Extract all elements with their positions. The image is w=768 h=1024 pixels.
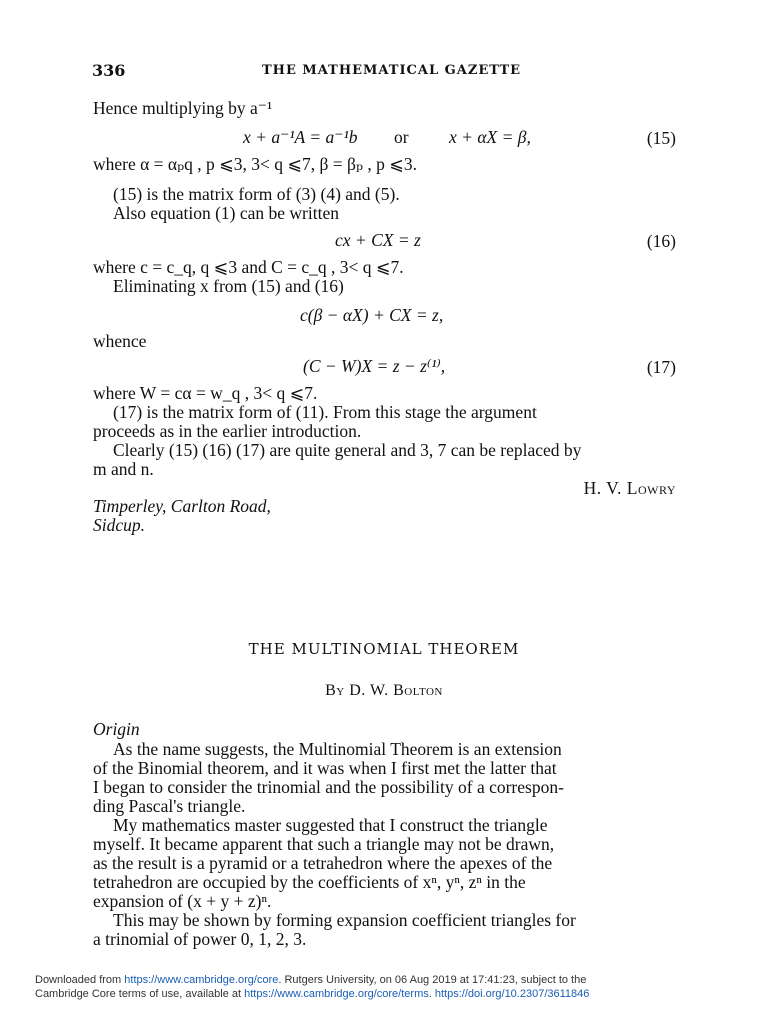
byline: By D. W. Bolton [325,682,443,699]
author-address: Timperley, Carlton Road, [93,496,271,516]
footer-text: . Rutgers University, on 06 Aug 2019 at 17:41:23, subject to the [278,974,587,986]
paragraph-line: of the Binomial theorem, and it was when I first met the latter that [93,758,557,778]
author-address: Sidcup. [93,515,146,535]
text-line: where c = c_q, q ⩽3 and C = c_q , 3< q ⩽7. [93,257,404,277]
text-line: (17) is the matrix form of (11). From this stage the argument [113,402,537,422]
equation-16: cx + CX = z [335,230,421,250]
article-title: THE MULTINOMIAL THEOREM [248,640,520,658]
footer-text: Cambridge Core terms of use, available at [35,988,245,1000]
equation-number-15: (15) [646,128,676,148]
equation-15-right: x + αX = β, [449,127,531,147]
equation-15-or: or [394,127,409,147]
paragraph-line: I began to consider the trinomial and the possibility of a correspon- [93,777,564,797]
paragraph-line: My mathematics master suggested that I construct the triangle [113,815,548,835]
paragraph-line: a trinomial of power 0, 1, 2, 3. [93,929,307,949]
section-heading: Origin [93,719,140,739]
text-line: (15) is the matrix form of (3) (4) and (5). [113,184,400,204]
paragraph-line: ding Pascal's triangle. [93,796,246,816]
terms-link[interactable]: https://www.cambridge.org/core/terms [244,988,429,1000]
cambridge-core-link[interactable]: https://www.cambridge.org/core [124,974,279,986]
paragraph-line: myself. It became apparent that such a triangle may not be drawn, [93,834,555,854]
footer-text: Downloaded from [35,974,125,986]
text-line: where W = cα = w_q , 3< q ⩽7. [93,383,318,403]
paragraph-line: This may be shown by forming expansion coefficient triangles for [113,910,576,930]
text-line: m and n. [93,459,154,479]
running-head: THE MATHEMATICAL GAZETTE [262,63,522,78]
equation-number-16: (16) [646,231,676,251]
paragraph-line: As the name suggests, the Multinomial Theorem is an extension [113,739,562,759]
paragraph-line: tetrahedron are occupied by the coefficients of xⁿ, yⁿ, zⁿ in the [93,872,526,892]
equation-elimination: c(β − αX) + CX = z, [300,305,444,325]
equation-17: (C − W)X = z − z⁽¹⁾, [303,356,446,376]
text-line: Also equation (1) can be written [113,203,339,223]
text-line: Clearly (15) (16) (17) are quite general and 3, 7 can be replaced by [113,440,582,460]
author-signature: H. V. Lowry [583,478,676,498]
text-line: whence [93,331,147,351]
download-notice [35,973,589,1001]
text-line: proceeds as in the earlier introduction. [93,421,362,441]
text-line: where α = αₚq , p ⩽3, 3< q ⩽7, β = βₚ , p ⩽3. [93,154,417,174]
doi-link[interactable]: https://doi.org/10.2307/3611846 [434,988,590,1000]
equation-15-left: x + a⁻¹A = a⁻¹b [243,127,358,147]
footer-text: . [428,988,435,1000]
paragraph-line: as the result is a pyramid or a tetrahedron where the apexes of the [93,853,553,873]
text-line: Hence multiplying by a⁻¹ [93,98,273,118]
paragraph-line: expansion of (x + y + z)ⁿ. [93,891,272,911]
text-line: Eliminating x from (15) and (16) [113,276,344,296]
equation-number-17: (17) [646,357,676,377]
page-number: 336 [92,61,126,80]
